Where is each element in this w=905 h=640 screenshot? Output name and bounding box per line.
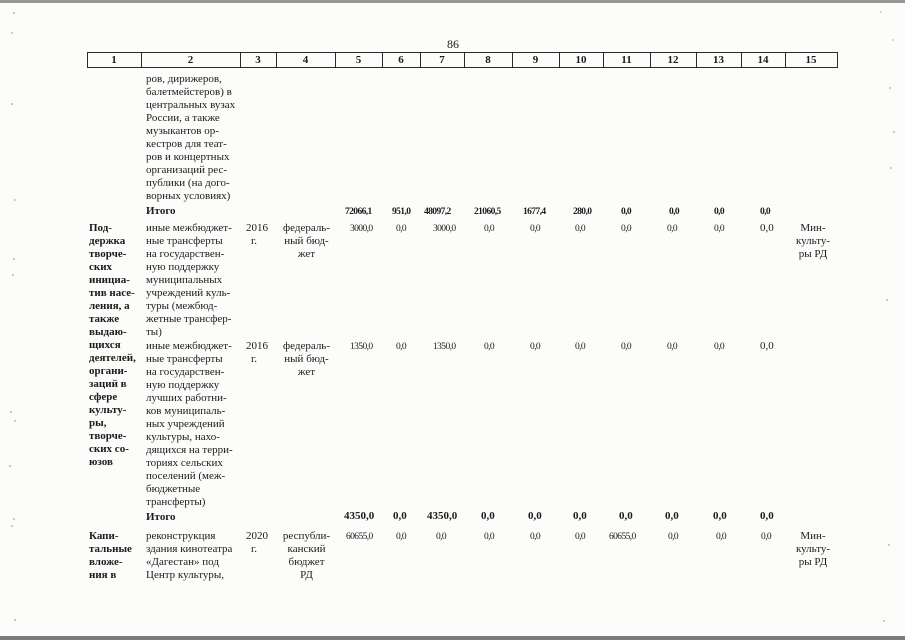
text-line: жетные трансфер-	[146, 313, 232, 325]
year-line: г.	[251, 543, 258, 555]
value-cell: 0,0	[396, 342, 407, 352]
value-cell: 0,0	[530, 532, 541, 542]
executor-line: культу-	[795, 235, 831, 247]
text-line: кестров для теат-	[146, 138, 227, 150]
value-cell: 4350,0	[344, 510, 375, 522]
value-cell: 0,0	[436, 532, 447, 542]
value-cell: 0,0	[760, 510, 774, 522]
text-line: музыкантов ор-	[146, 125, 219, 137]
year-line: 2016	[246, 340, 268, 352]
header-cell: 13	[713, 54, 724, 66]
value-cell: 0,0	[760, 222, 774, 234]
text-line: выдаю-	[89, 326, 127, 338]
value-cell: 1350,0	[433, 342, 456, 352]
text-line: деятелей,	[89, 352, 136, 364]
value-cell: 0,0	[484, 224, 495, 234]
value-cell: 0,0	[621, 224, 632, 234]
text-line: организаций рес-	[146, 164, 228, 176]
text-line: балетмейстеров) в	[146, 86, 232, 98]
text-line: иные межбюджет-	[146, 340, 232, 352]
value-cell: 280,0	[573, 207, 592, 217]
value-cell: 60655,0	[346, 532, 373, 542]
value-cell: 0,0	[484, 342, 495, 352]
value-cell: 0,0	[668, 532, 679, 542]
text-line: ты)	[146, 326, 162, 338]
text-line: ториях сельских	[146, 457, 223, 469]
source-line: жет	[297, 248, 316, 260]
value-cell: 0,0	[619, 510, 633, 522]
text-line: органи-	[89, 365, 128, 377]
executor-line: Мин-	[800, 222, 826, 234]
source-line: жет	[297, 366, 316, 378]
value-cell: 3000,0	[350, 224, 373, 234]
value-cell: 0,0	[714, 224, 725, 234]
header-cell: 3	[255, 54, 261, 66]
value-cell: 0,0	[714, 342, 725, 352]
itogo-label: Итого	[146, 511, 176, 523]
text-line: реконструкция	[146, 530, 216, 542]
text-line: ления, а	[89, 300, 130, 312]
text-line: лучших работни-	[146, 392, 227, 404]
text-line: ворных условиях)	[146, 190, 231, 202]
text-line: ных учреждений	[146, 418, 225, 430]
value-cell: 0,0	[716, 532, 727, 542]
executor-line: Мин-	[800, 530, 826, 542]
header-bottom-rule	[87, 67, 838, 68]
text-line: дящихся на терри-	[146, 444, 233, 456]
text-line: туры (межбюд-	[146, 300, 218, 312]
text-line: иные межбюджет-	[146, 222, 232, 234]
text-line: муниципальных	[146, 274, 223, 286]
source-line: канский	[287, 543, 326, 555]
text-line: ную поддержку	[146, 379, 220, 391]
value-cell: 0,0	[575, 342, 586, 352]
header-divider	[837, 52, 838, 68]
executor-line: ры РД	[798, 556, 828, 568]
text-line: Центр культуры,	[146, 569, 224, 581]
value-cell: 0,0	[481, 510, 495, 522]
source-line: РД	[300, 569, 313, 581]
text-line: публики (на дого-	[146, 177, 230, 189]
text-line: на государствен-	[146, 248, 225, 260]
header-cell: 14	[757, 54, 769, 66]
text-line: ную поддержку	[146, 261, 220, 273]
text-line: ских	[89, 261, 113, 273]
value-cell: 0,0	[667, 342, 678, 352]
text-line: ров и концертных	[146, 151, 230, 163]
header-cell: 7	[439, 54, 445, 66]
value-cell: 0,0	[393, 510, 407, 522]
text-line: ских со-	[89, 443, 129, 455]
text-line: ков муниципаль-	[146, 405, 226, 417]
value-cell: 0,0	[761, 532, 772, 542]
text-line: щихся	[89, 339, 121, 351]
header-cell: 11	[621, 54, 632, 66]
text-line: Под-	[89, 222, 112, 234]
text-line: России, а также	[146, 112, 220, 124]
text-line: держка	[89, 235, 126, 247]
value-cell: 0,0	[714, 207, 725, 217]
text-line: здания кинотеатра	[146, 543, 233, 555]
text-line: Капи-	[89, 530, 119, 542]
header-cell: 15	[805, 54, 817, 66]
value-cell: 1350,0	[350, 342, 373, 352]
value-cell: 0,0	[667, 224, 678, 234]
header-cell: 8	[485, 54, 491, 66]
value-cell: 1677,4	[523, 207, 546, 217]
value-cell: 0,0	[530, 224, 541, 234]
source-line: федераль-	[283, 340, 330, 352]
text-line: культуры, нахо-	[146, 431, 220, 443]
source-line: ный бюд-	[284, 235, 329, 247]
itogo-label: Итого	[146, 205, 176, 217]
header-cell: 12	[667, 54, 679, 66]
value-cell: 0,0	[621, 207, 632, 217]
value-cell: 0,0	[396, 532, 407, 542]
text-line: бюджетные	[146, 483, 201, 495]
text-line: также	[89, 313, 120, 325]
header-cell: 1	[111, 54, 117, 66]
text-line: ния в	[89, 569, 117, 581]
value-cell: 0,0	[573, 510, 587, 522]
text-line: творче-	[89, 248, 127, 260]
value-cell: 60655,0	[609, 532, 636, 542]
header-cell: 5	[355, 54, 362, 66]
year-line: г.	[251, 235, 258, 247]
header-cell: 2	[187, 54, 194, 66]
text-line: центральных вузах	[146, 99, 236, 111]
executor-line: ры РД	[798, 248, 828, 260]
year-line: г.	[251, 353, 258, 365]
text-line: инициа-	[89, 274, 130, 286]
year-line: 2020	[246, 530, 268, 542]
header-cell: 6	[398, 54, 404, 66]
header-cell: 10	[575, 54, 587, 66]
value-cell: 0,0	[528, 510, 542, 522]
value-cell: 0,0	[760, 340, 774, 352]
text-line: поселений (меж-	[146, 470, 226, 482]
text-line: ные трансферты	[146, 235, 223, 247]
value-cell: 0,0	[575, 224, 586, 234]
value-cell: 4350,0	[427, 510, 458, 522]
value-cell: 3000,0	[433, 224, 456, 234]
source-line: республи-	[282, 530, 331, 542]
text-line: трансферты)	[146, 496, 206, 508]
value-cell: 72066,1	[345, 207, 372, 217]
text-line: учреждений куль-	[146, 287, 231, 299]
text-line: вложе-	[89, 556, 123, 568]
value-cell: 21060,5	[474, 207, 501, 217]
source-line: ный бюд-	[284, 353, 329, 365]
value-cell: 951,0	[392, 207, 411, 217]
text-line: тальные	[89, 543, 132, 555]
text-line: ры,	[89, 417, 107, 429]
value-cell: 0,0	[530, 342, 541, 352]
text-line: ров, дирижеров,	[146, 73, 222, 85]
header-cell: 4	[302, 54, 309, 66]
text-line: культу-	[89, 404, 127, 416]
source-line: бюджет	[288, 556, 325, 568]
text-line: тив насе-	[89, 287, 135, 299]
executor-line: культу-	[795, 543, 831, 555]
year-line: 2016	[246, 222, 268, 234]
text-line: юзов	[89, 456, 113, 468]
text-line: заций в	[89, 378, 127, 390]
value-cell: 0,0	[665, 510, 679, 522]
text-line: сфере	[89, 391, 118, 403]
value-cell: 0,0	[484, 532, 495, 542]
source-line: федераль-	[283, 222, 330, 234]
text-line: на государствен-	[146, 366, 225, 378]
text-line: «Дагестан» под	[146, 556, 219, 568]
value-cell: 0,0	[575, 532, 586, 542]
value-cell: 0,0	[396, 224, 407, 234]
page-number: 86	[447, 37, 459, 51]
value-cell: 0,0	[760, 207, 771, 217]
value-cell: 0,0	[621, 342, 632, 352]
text-line: ные трансферты	[146, 353, 223, 365]
text-line: творче-	[89, 430, 127, 442]
value-cell: 48097,2	[424, 207, 451, 217]
value-cell: 0,0	[713, 510, 727, 522]
value-cell: 0,0	[669, 207, 680, 217]
header-cell: 9	[532, 54, 539, 66]
